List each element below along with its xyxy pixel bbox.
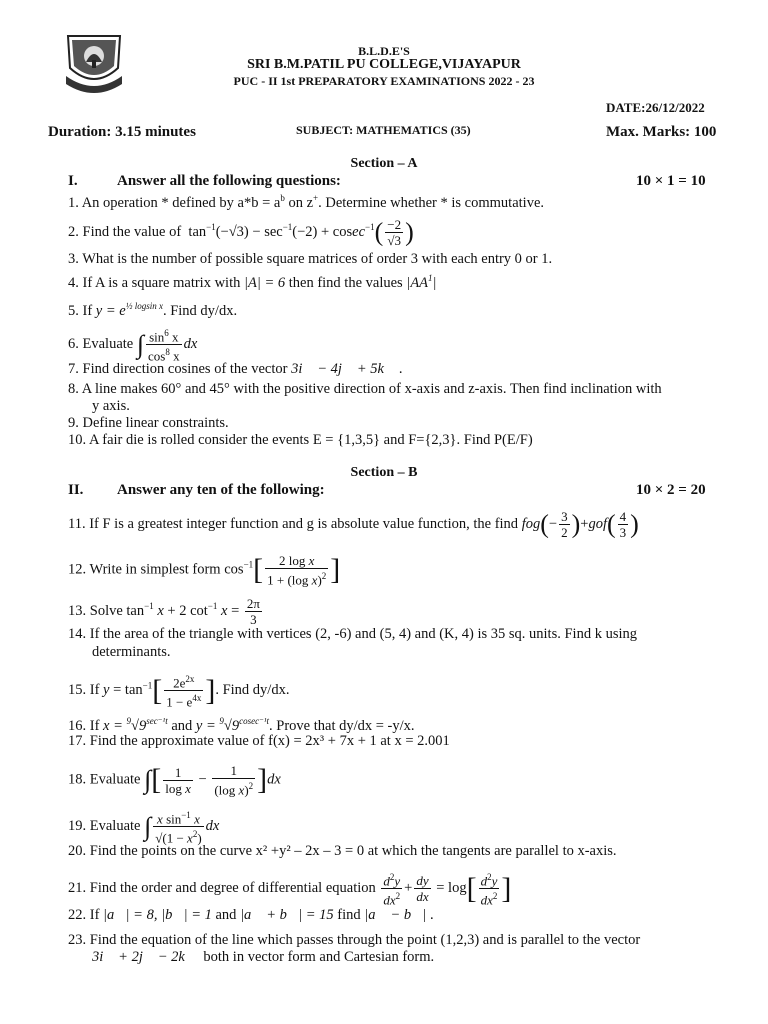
question-2: 2. Find the value of $\tan^{-1}(-√3) - \sec^{-1}(-2) + cosec^{-1}$( $\frac{-2}{√3}$ ) <box>68 217 414 248</box>
section-b-roman: II. <box>68 482 84 498</box>
question-11: 11. If F is a greatest integer function and g is absolute value function, the find fog(− $\frac{3}{2}$ )+gof( $\frac{4}{3}$ ) <box>68 509 639 540</box>
question-9: 9. Define linear constraints. <box>68 415 229 431</box>
question-14-continued: determinants. <box>92 644 171 660</box>
question-1: 1. An operation * defined by $a*b = a^b$ on z+. Determine whether * is commutative. <box>68 193 544 211</box>
question-10: 10. A fair die is rolled consider the events E = {1,3,5} and F={2,3}. Find P(E/F) <box>68 432 533 448</box>
question-23: 23. Find the equation of the line which passes through the point (1,2,3) and is parallel to the vector <box>68 932 641 948</box>
society-name: B.L.D.E'S <box>358 44 410 58</box>
question-5: 5. If $y = e^{\frac{1}{2} logsin x}$. Find dy/dx. <box>68 301 238 319</box>
question-23-continued: 3i⃗ + 2j⃗ − 2k⃗ both in vector form and Cartesian form. <box>92 949 435 965</box>
question-6: 6. Evaluate ∫ $\frac{\sin^6 x}{\cos^8 x}$ dx <box>68 328 198 364</box>
exam-duration: Duration: 3.15 minutes <box>48 124 196 140</box>
question-8: 8. A line makes 60° and 45° with the positive direction of x-axis and z-axis. Then find inclination with <box>68 381 662 397</box>
exam-subject: SUBJECT: MATHEMATICS (35) <box>296 123 471 137</box>
question-8-continued: y axis. <box>92 398 130 414</box>
exam-title: PUC - II 1st PREPARATORY EXAMINATIONS 2022 - 23 <box>233 74 535 88</box>
question-22: 22. If |a⃗| = 8, |b⃗| = 1 and |a⃗ + b⃗| = 15 find |a⃗ − b⃗| . <box>68 907 434 923</box>
section-a-instruction: Answer all the following questions: <box>117 173 341 189</box>
question-21: 21. Find the order and degree of differential equation $\frac{d^2y}{dx^2}$ + $\frac{dy}{dx}$ = log[ $\frac{d^2y}{dx^2}$ ] <box>68 871 512 908</box>
section-b-instruction: Answer any ten of the following: <box>117 482 325 498</box>
question-14: 14. If the area of the triangle with vertices (2, -6) and (5, 4) and (K, 4) is 35 sq. units. Find k using <box>68 626 637 642</box>
question-12: 12. Write in simplest form $\cos^{-1}$[ $\frac{\text{2 log x}}{1 + (\log x)^2}$ ] <box>68 553 341 588</box>
question-19: 19. Evaluate ∫ $\frac{x \sin^{-1} x}{√(1 - x^2)}$ dx <box>68 810 220 846</box>
section-a-roman: I. <box>68 173 78 189</box>
section-b-marks: 10 × 2 = 20 <box>636 482 706 498</box>
question-16: 16. If $x = ^9√9^{sec^{-1}t}$ and $y = ^9√9^{cosec^{-1}t}$. Prove that dy/dx = -y/x. <box>68 716 415 734</box>
question-17: 17. Find the approximate value of f(x) = 2x³ + 7x + 1 at x = 2.001 <box>68 733 450 749</box>
max-marks: Max. Marks: 100 <box>606 124 717 140</box>
section-a-title: Section – A <box>350 156 418 171</box>
question-7: 7. Find direction cosines of the vector 3i⃗ − 4j⃗ + 5k⃗ . <box>68 361 403 377</box>
section-b-title: Section – B <box>350 465 418 480</box>
question-15: 15. If $y = \tan^{-1}$[ $\frac{2e^{2x}}{1 - e^{4x}}$ ]. Find dy/dx. <box>68 673 290 710</box>
question-18: 18. Evaluate ∫[ $\frac{1}{\text{log x}}$ − $\frac{1}{(\log x)^2}$ ]dx <box>68 763 281 798</box>
question-20: 20. Find the points on the curve x² +y² – 2x – 3 = 0 at which the tangents are parallel to x-axis. <box>68 843 617 859</box>
section-a-marks: 10 × 1 = 10 <box>636 173 706 189</box>
question-13: 13. Solve $\tan^{-1} x + 2$ $\cot^{-1} x$ = $\frac{2\pi}{3}$ <box>68 596 260 627</box>
exam-date: DATE:26/12/2022 <box>606 100 705 115</box>
question-4: 4. If A is a square matrix with |A| = 6 then find the values $|AA^1|$ <box>68 273 437 291</box>
question-3: 3. What is the number of possible square matrices of order 3 with each entry 0 or 1. <box>68 251 553 267</box>
college-name: SRI B.M.PATIL PU COLLEGE,VIJAYAPUR <box>247 57 521 72</box>
